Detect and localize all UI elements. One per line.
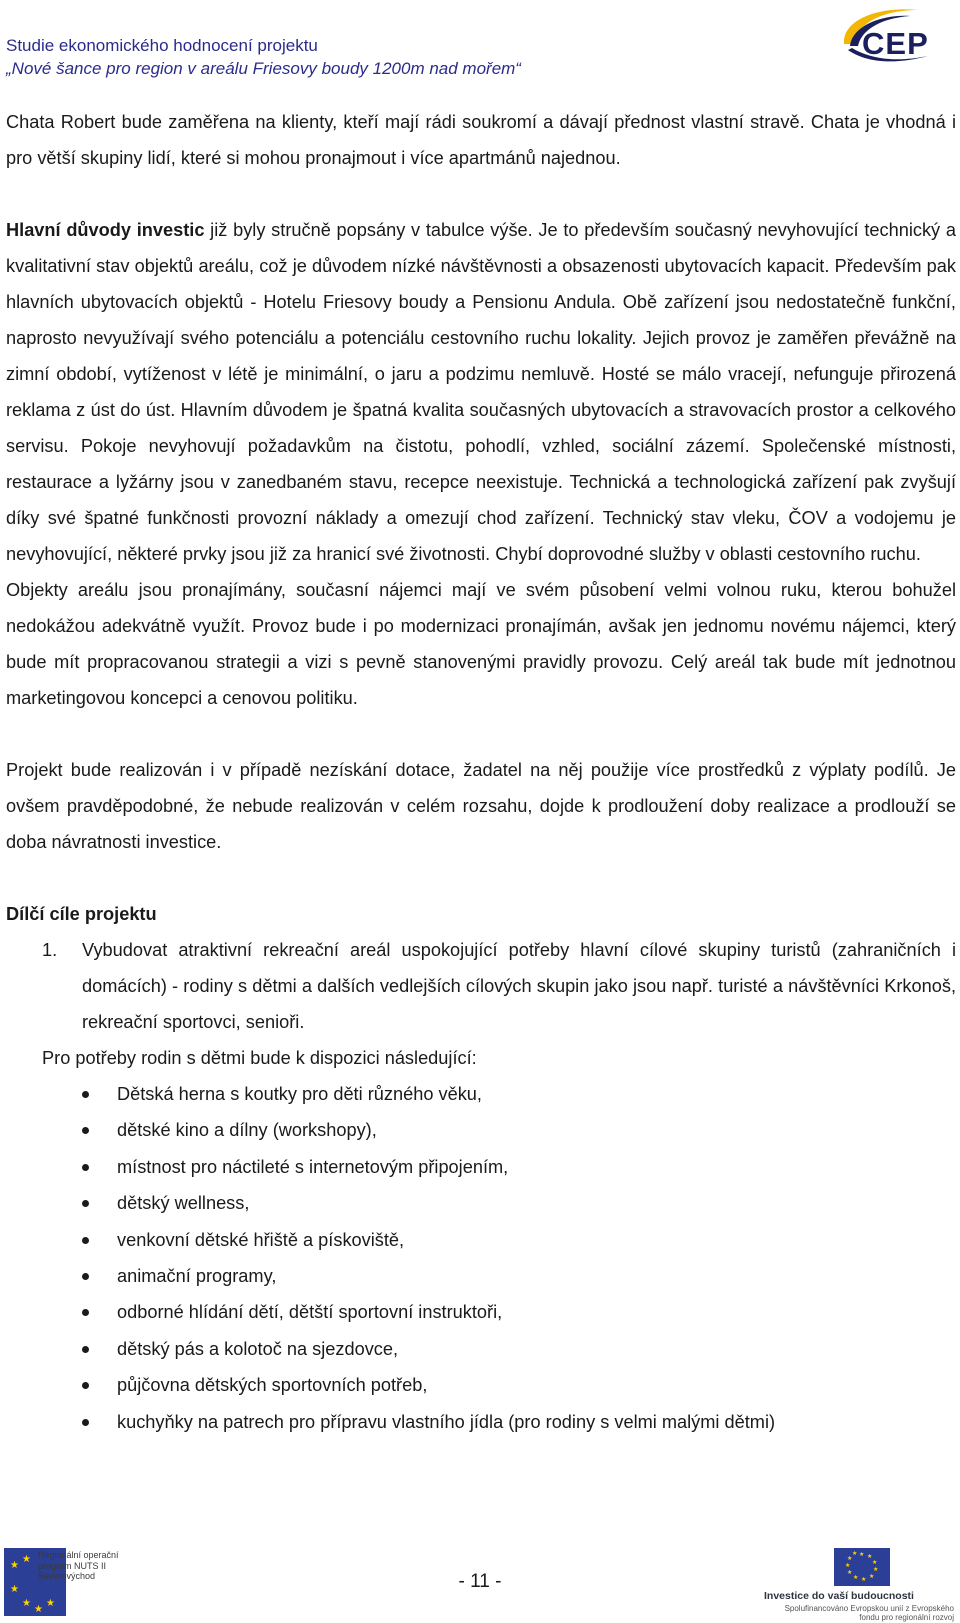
- paragraph-investment-reasons: [6, 212, 956, 572]
- goal-number: 1.: [42, 940, 58, 960]
- bullet-text: animační programy,: [117, 1266, 277, 1287]
- svg-text:★: ★: [873, 1566, 879, 1573]
- page-header: [6, 34, 826, 80]
- list-item: [6, 1404, 956, 1440]
- list-item: [6, 1367, 956, 1403]
- svg-text:★: ★: [10, 1584, 19, 1595]
- paragraph-lease: Objekty areálu jsou pronajímány, současní nájemci mají ve svém působení velmi volnou ruku, kterou bohužel nedokážou adekvátně využít. Provoz bude i po modernizaci pronajímán, avšak jen jednomu novému nájemci, který bude mít propracovanou strategii a vizi s pevně stanovenými pravidly provozu. Celý areál tak bude mít jednotnou marketingovou koncepci a cenovou politiku.: [6, 580, 956, 708]
- list-item: [6, 1222, 956, 1258]
- paragraph-chata-robert: Chata Robert bude zaměřena na klienty, kteří mají rádi soukromí a dávají přednost vlastní stravě. Chata je vhodná i pro větší skupiny lidí, které si mohou pronajmout i více apartmánů najednou.: [6, 112, 956, 168]
- svg-text:★: ★: [852, 1550, 858, 1557]
- bullet-icon: [82, 1309, 89, 1316]
- list-item: [6, 1258, 956, 1294]
- svg-text:★: ★: [869, 1573, 875, 1580]
- bullet-text: dětské kino a dílny (workshopy),: [117, 1120, 377, 1141]
- investment-reasons-lead: Hlavní důvody investic: [6, 220, 205, 240]
- page-number: - 11 -: [458, 1571, 502, 1592]
- bullet-text: půjčovna dětských sportovních potřeb,: [117, 1375, 428, 1396]
- bullet-icon: [82, 1200, 89, 1207]
- header-study-title: Studie ekonomického hodnocení projektu: [6, 36, 318, 55]
- list-item: [6, 1149, 956, 1185]
- document-body: [6, 104, 956, 1440]
- header-project-title: „Nové šance pro region v areálu Friesovy boudy 1200m nad mořem“: [6, 59, 521, 78]
- bullet-text: Dětská herna s koutky pro děti různého věku,: [117, 1084, 482, 1104]
- bullet-icon: [82, 1273, 89, 1280]
- eu-slogan: Investice do vaší budoucnosti: [764, 1590, 914, 1602]
- rop-logo-text: Regionální operační program NUTS II Severovýchod: [38, 1550, 119, 1581]
- bullet-icon: [82, 1237, 89, 1244]
- bullet-text: odborné hlídání dětí, dětští sportovní instruktoři,: [117, 1302, 503, 1323]
- goals-list: [6, 932, 956, 1040]
- list-item: [6, 1294, 956, 1330]
- list-item: [6, 1112, 956, 1148]
- bullet-icon: [82, 1382, 89, 1389]
- bullet-list: [6, 1076, 956, 1440]
- bullet-icon: [82, 1091, 89, 1098]
- bullet-icon: [82, 1127, 89, 1134]
- bullet-icon: [82, 1164, 89, 1171]
- cep-logo-text: CEP: [862, 26, 929, 61]
- svg-text:★: ★: [845, 1562, 851, 1569]
- svg-text:★: ★: [34, 1604, 43, 1615]
- cep-logo: [838, 4, 960, 68]
- svg-text:★: ★: [847, 1569, 853, 1576]
- eu-cofinancing-note: Spolufinancováno Evropskou unií z Evropského fondu pro regionální rozvoj: [784, 1604, 954, 1622]
- svg-text:★: ★: [861, 1576, 867, 1583]
- list-item: [6, 932, 956, 1040]
- bullet-text: venkovní dětské hřiště a pískoviště,: [117, 1229, 405, 1250]
- svg-text:★: ★: [847, 1555, 853, 1562]
- investment-reasons-text: již byly stručně popsány v tabulce výše. Je to především současný nevyhovující technický a kvalitativní stav objektů areálu, což je důvodem nízké návštěvnosti a obsazenosti ubytovacích kapacit. Především pak hlavních ubytovacích objektů - Hotelu Friesovy boudy a Pensionu Andula. Obě zařízení jsou nedostatečně funkční, naprosto nevyužívají svého potenciálu a potenciálu cestovního ruchu lokality. Jejich provoz je zaměřen převážně na zimní období, vytíženost v létě je minimální, o jaru a podzimu nemluvě. Hosté se málo vracejí, nefunguje přirozená reklama z úst do úst. Hlavním důvodem je špatná kvalita současných ubytovacích a stravovacích prostor a celkového servisu. Pokoje nevyhovují požadavkům na čistotu, pohodlí, vzhled, sociální zázemí. Společenské místnosti, restaurace a lyžárny jsou v zanedbaném stavu, recepce neexistuje. Technická a technologická zařízení pak zvyšují díky své špatné funkčnosti provozní náklady a omezují chod zařízení. Technický stav vleku, ČOV a vodojemu je nevyhovující, některé prvky jsou již za hranicí své životnosti. Chybí doprovodné služby v oblasti cestovního ruchu.: [6, 220, 956, 564]
- paragraph-realization: Projekt bude realizován i v případě nezískání dotace, žadatel na něj použije více prostředků z výplaty podílů. Je ovšem pravděpodobné, že nebude realizován v celém rozsahu, dojde k prodloužení doby realizace a prodlouží se doba návratnosti investice.: [6, 760, 956, 852]
- eu-funding-logo: [764, 1548, 954, 1620]
- svg-text:★: ★: [10, 1560, 19, 1571]
- list-item: [6, 1331, 956, 1367]
- list-item: [6, 1185, 956, 1221]
- svg-text:★: ★: [872, 1559, 878, 1566]
- list-item: [6, 1076, 956, 1112]
- svg-text:★: ★: [867, 1553, 873, 1560]
- bullet-text: dětský wellness,: [117, 1193, 250, 1214]
- section-heading: Dílčí cíle projektu: [6, 904, 157, 924]
- svg-text:★: ★: [22, 1598, 31, 1609]
- eu-flag-icon: [834, 1548, 890, 1586]
- svg-text:★: ★: [853, 1574, 859, 1581]
- bullet-text: dětský pás a kolotoč na sjezdovce,: [117, 1338, 399, 1359]
- bullets-intro: Pro potřeby rodin s dětmi bude k dispozici následující:: [42, 1048, 477, 1068]
- bullet-text: místnost pro náctileté s internetovým připojením,: [117, 1156, 509, 1177]
- svg-text:★: ★: [22, 1554, 31, 1565]
- svg-text:★: ★: [46, 1598, 55, 1609]
- svg-text:★: ★: [859, 1551, 865, 1558]
- bullet-text: kuchyňky na patrech pro přípravu vlastního jídla (pro rodiny s velmi malými dětmi): [117, 1411, 776, 1432]
- goal-text: Vybudovat atraktivní rekreační areál uspokojující potřeby hlavní cílové skupiny turistů (zahraničních i domácích) - rodiny s dětmi a dalších vedlejších cílových skupin jako jsou např. turisté a návštěvníci Krkonoš, rekreační sportovci, senioři.: [82, 940, 956, 1032]
- bullet-icon: [82, 1346, 89, 1353]
- bullet-icon: [82, 1419, 89, 1426]
